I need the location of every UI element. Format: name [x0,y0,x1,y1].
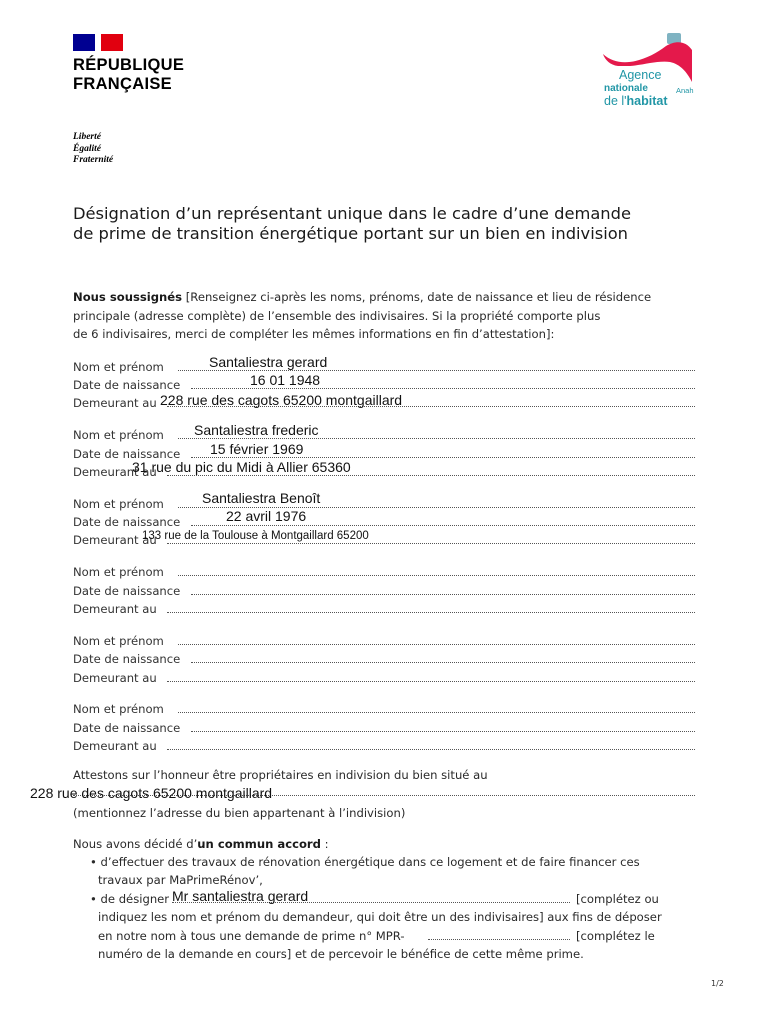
property-address-hint: (mentionnez l’adresse du bien appartenant à l’indivision) [73,806,406,820]
owner-4-residence-row: Demeurant au [73,598,695,616]
owner-1-address-field[interactable]: 228 rue des cagots 65200 montgaillard [160,392,403,408]
decision-heading: Nous avons décidé d’un commun accord : [73,837,329,851]
owner-3-name-row: Nom et prénom Santaliestra Benoît [73,493,695,511]
bullet-2-suffix: [complétez ou [576,892,659,906]
bullet-2-line-4: numéro de la demande en cours] et de percevoir le bénéfice de cette même prime. [98,947,584,961]
owner-2-birth-field[interactable]: 15 février 1969 [210,441,304,457]
owner-5-name-row: Nom et prénom [73,630,695,648]
owner-3-residence-row: Demeurant au 133 rue de la Toulouse à Montgaillard 65200 [73,529,695,547]
bullet-1-line-2: travaux par MaPrimeRénov’, [98,873,263,887]
owner-2-name-row: Nom et prénom Santaliestra frederic [73,424,695,442]
owner-3-birth-field[interactable]: 22 avril 1976 [226,508,307,524]
owner-2-address-field[interactable]: 31 rue du pic du Midi à Allier 65360 [132,459,351,475]
bullet-2-line-3-suffix: [complétez le [576,929,655,943]
property-address-field[interactable]: 228 rue des cagots 65200 montgaillard [30,785,273,801]
owner-4-birth-row: Date de naissance [73,580,695,598]
owner-3-address-field[interactable]: 133 rue de la Toulouse à Montgaillard 65200 [142,530,369,542]
owner-6-birth-row: Date de naissance [73,717,695,735]
owner-1-name-field[interactable]: Santaliestra gerard [209,354,328,370]
bullet-2-line-2: indiquez les nom et prénom du demandeur, qui doit être un des indivisaires] aux fins de déposer [98,910,662,924]
bullet-1-line-1: • d’effectuer des travaux de rénovation énergétique dans ce logement et de faire financer ces [90,855,640,869]
owner-1-name-row: Nom et prénom Santaliestra gerard [73,356,695,374]
owner-6-residence-row: Demeurant au [73,735,695,753]
anah-logo: Agence nationale Anah de l'habitat [600,30,700,110]
owner-6-name-row: Nom et prénom [73,698,695,716]
bullet-2-prefix: • de désigner [90,892,170,906]
intro-paragraph: Nous soussignés [Renseignez ci-après les noms, prénoms, date de naissance et lieu de résidence principale (adresse complète) de l’ensemble des indivisaires. Si la propriété comporte plus de 6 indivisaires, merci de compléter les mêmes informations en fin d’attestation]: [73,290,652,341]
bullet-2-line-3-prefix: en notre nom à tous une demande de prime n° MPR- [98,929,405,943]
owner-5-residence-row: Demeurant au [73,667,695,685]
owner-2-birth-row: Date de naissance 15 février 1969 [73,443,695,461]
owner-3-name-field[interactable]: Santaliestra Benoît [202,490,321,506]
document-title: Désignation d’un représentant unique dans le cadre d’une demande de prime de transition énergétique portant sur un bien en indivision [73,204,631,243]
owner-2-name-field[interactable]: Santaliestra frederic [194,422,319,438]
attestation-line: Attestons sur l’honneur être propriétaires en indivision du bien situé au [73,768,488,782]
republic-motto: Liberté Égalité Fraternité [73,132,114,165]
representative-field[interactable]: Mr santaliestra gerard [172,888,309,904]
owner-1-birth-row: Date de naissance 16 01 1948 [73,374,695,392]
marianne-flag-icon [73,34,123,51]
owner-5-birth-row: Date de naissance [73,648,695,666]
owner-1-birth-field[interactable]: 16 01 1948 [250,372,321,388]
mpr-number-dotted-line[interactable] [428,939,570,940]
owner-3-birth-row: Date de naissance 22 avril 1976 [73,511,695,529]
page-number: 1/2 [711,979,724,988]
owner-2-residence-row: Demeurant au 31 rue du pic du Midi à Allier 65360 [73,461,695,479]
republique-francaise-name: RÉPUBLIQUE FRANÇAISE [73,56,185,93]
owner-1-residence-row: Demeurant au 228 rue des cagots 65200 montgaillard [73,392,695,410]
owner-4-name-row: Nom et prénom [73,561,695,579]
